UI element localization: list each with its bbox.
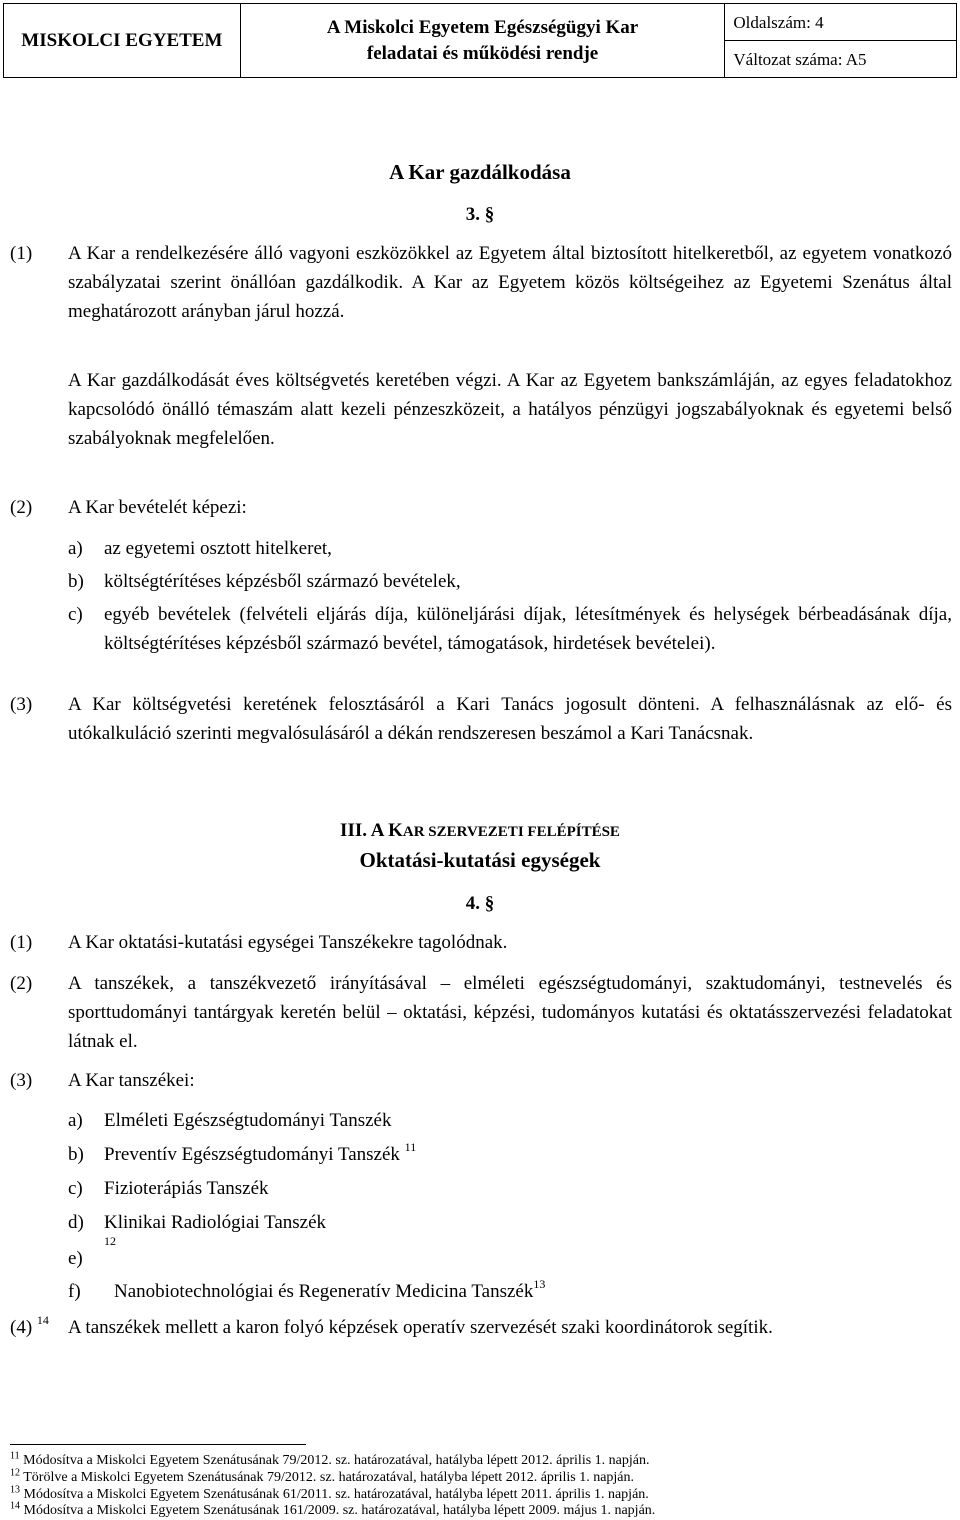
footnote-number: 11 [10,1450,20,1462]
document-title [240,4,725,78]
paragraph-mark-3: 3. § [465,204,495,225]
clause-number: (3) [10,694,33,715]
footnote [10,1452,649,1469]
list-item: Fizioterápiás Tanszék [104,1178,269,1199]
list-item-label: f) [68,1281,81,1302]
clause-number: (2) [10,973,33,994]
list-item-label: a) [68,1110,83,1131]
footnote-text: Módosítva a Miskolci Egyetem Szenátusának 79/2012. sz. határozatával, hatályba lépett 2012. április 1. napján. [23,1453,650,1468]
footnote-ref[interactable]: 14 [36,1312,49,1327]
clause-text: A Kar oktatási-kutatási egységei Tanszékekre tagolódnak. [68,932,508,953]
document-title-line1: A Miskolci Egyetem Egészségügyi Kar [326,16,639,38]
clause-text [68,239,952,326]
clause-text: A Kar tanszékei: [68,1070,195,1091]
list-item: Elméleti Egészségtudományi Tanszék [104,1110,392,1131]
clause-text: A Kar költségvetési keretének felosztásáról a Kari Tanács jogosult dönteni. A felhasználásnak az elő- és utókalkuláció szerinti megvalósulásáról a dékán rendszeresen beszámol a Kari Tanácsnak. [68,694,952,744]
footnote [10,1486,649,1503]
footnote [10,1469,634,1486]
clause-number: (2) [10,497,33,518]
clause-number: (1) [10,243,33,264]
footnote [10,1502,655,1519]
clause-number-text: (4) [10,1317,33,1338]
chapter-title [0,816,960,847]
clause-text: A tanszékek, a tanszékvezető irányításával – elméleti egészségtudományi, szaktudományi, testnevelés és sporttudományi tantárgyak keretén belül – oktatási, képzési, tudományos kutatási és oktatásszervezési feladatokat látnak el. [68,973,952,1052]
clause-number [10,1313,49,1342]
list-item-label: a) [68,538,83,559]
footnote-text: Módosítva a Miskolci Egyetem Szenátusának 161/2009. sz. határozatával, hatályba lépett 2009. május 1. napján. [23,1503,656,1518]
document-title-line2: feladatai és működési rendje [366,42,599,64]
footnote-text: Módosítva a Miskolci Egyetem Szenátusának 61/2011. sz. határozatával, hatályba lépett 2011. április 1. napján. [23,1487,649,1502]
clause-number: (3) [10,1070,33,1091]
section-heading: A Kar gazdálkodása [389,160,571,184]
chapter-title-initial: A K [370,820,403,841]
chapter-subtitle: Oktatási-kutatási egységek [359,848,601,872]
list-item-label: e) [68,1248,83,1269]
page-number: Oldalszám: 4 [725,4,957,41]
list-item-label: d) [68,1212,84,1233]
footnote-ref[interactable]: 11 [404,1139,417,1154]
list-item: költségtérítéses képzésből származó bevételek, [104,571,461,592]
clause-number: (1) [10,932,33,953]
list-item [104,1140,416,1169]
university-name: MISKOLCI EGYETEM [4,4,241,78]
footnote-number: 12 [10,1467,20,1479]
list-item [114,1277,545,1306]
page-header [3,3,957,78]
list-item-label: c) [68,1178,83,1199]
list-item-text: Preventív Egészségtudományi Tanszék [104,1144,400,1165]
footnote-number: 13 [10,1484,20,1496]
list-item-label: b) [68,571,84,592]
footnote-text: Törölve a Miskolci Egyetem Szenátusának 79/2012. sz. határozatával, hatályba lépett 2012. április 1. napján. [23,1470,635,1485]
clause-text: A Kar gazdálkodását éves költségvetés keretében végzi. A Kar az Egyetem bankszámláján, az egyes feladatokhoz kapcsolódó önálló témaszám alatt kezeli pénzeszközeit, a hatályos pénzügyi jogszabályoknak és egyetemi belső szabályoknak megfelelően. [68,370,952,449]
chapter-title-rest: AR SZERVEZETI FELÉPÍTÉSE [402,824,620,840]
clause-text: A Kar bevételét képezi: [68,497,247,518]
list-item: az egyetemi osztott hitelkeret, [104,538,332,559]
list-item [104,1234,116,1263]
list-item: Klinikai Radiológiai Tanszék [104,1212,327,1233]
footnote-ref[interactable]: 12 [104,1233,116,1248]
footnote-divider [10,1444,306,1445]
footnote-number: 14 [10,1500,20,1512]
clause-text-content: A Kar a rendelkezésére álló vagyoni eszközökkel az Egyetem által biztosított hitelkeretből, az egyetem vonatkozó szabályzatai szerint önállóan gazdálkodik. A Kar az Egyetem közös költségeihez az Egyetemi Szenátus által meghatározott arányban járul hozzá. [68,243,952,322]
list-item-label: c) [68,604,83,625]
version-number: Változat száma: A5 [725,41,957,78]
list-item: egyéb bevételek (felvételi eljárás díja, különeljárási díjak, létesítmények és helységek bérbeadásának díja, költségtérítéses képzésből származó bevétel, támogatások, hirdetések bevételei). [104,604,952,654]
list-item-label: b) [68,1144,84,1165]
list-item-text: Nanobiotechnológiai és Regeneratív Medicina Tanszék [114,1281,534,1302]
paragraph-mark-4: 4. § [465,893,495,914]
clause-text: A tanszékek mellett a karon folyó képzések operatív szervezését szaki koordinátorok segítik. [68,1317,773,1338]
chapter-roman: III. [340,820,367,841]
footnote-ref[interactable]: 13 [533,1276,546,1291]
